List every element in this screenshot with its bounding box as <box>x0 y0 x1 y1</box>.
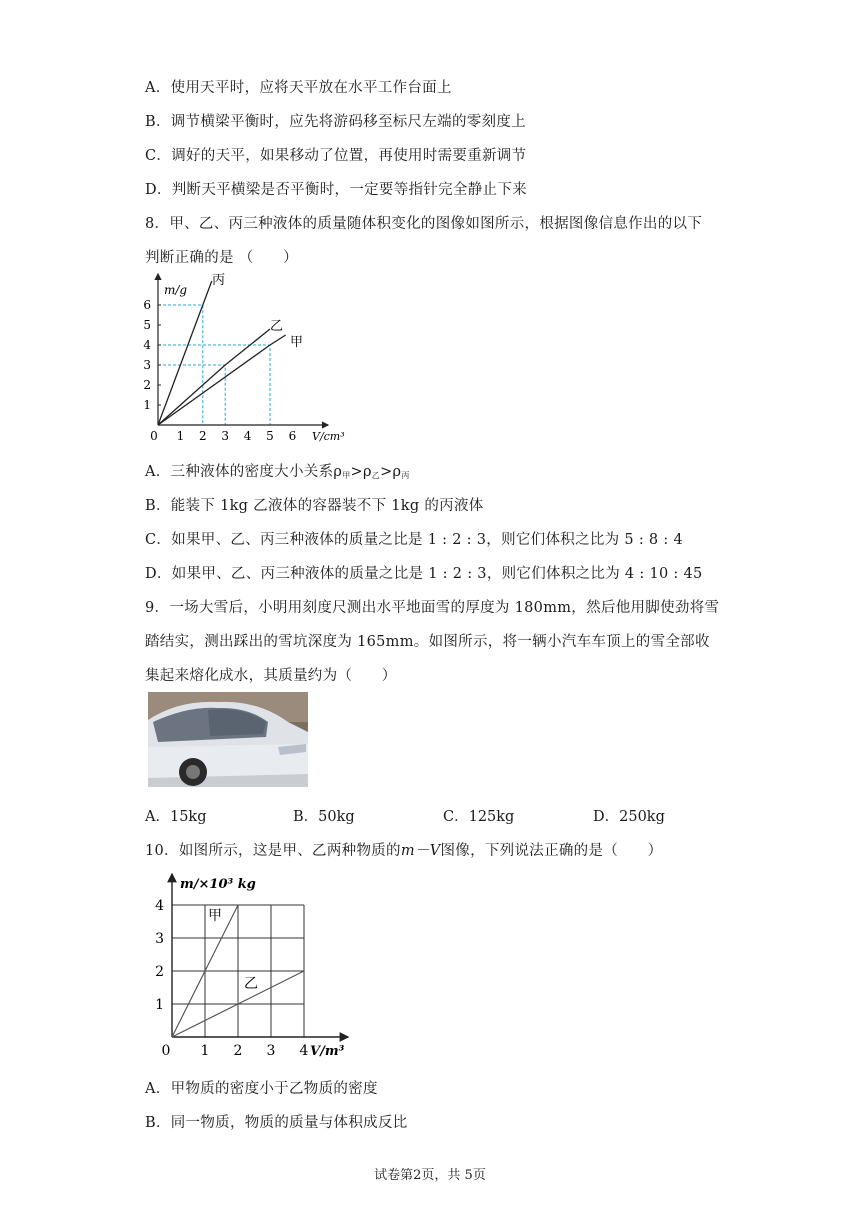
q10-x-tick-label: 3 <box>266 1043 276 1059</box>
q8-chart <box>140 268 345 453</box>
q10-stem: 10．如图所示，这是甲、乙两种物质的m－V图像，下列说法正确的是（ ） <box>145 843 663 859</box>
q8-series-line <box>158 281 212 425</box>
q8-x-axis-label: V/cm³ <box>312 430 345 443</box>
q8-series-line <box>158 335 286 425</box>
q8-y-tick-label: 2 <box>143 378 151 392</box>
q9-option-b: B．50kg <box>293 809 355 825</box>
q8-y-tick-label: 6 <box>143 298 151 312</box>
q8-x-tick-label: 3 <box>221 429 230 443</box>
q10-y-tick-label: 4 <box>155 898 164 914</box>
q10-chart <box>150 868 360 1063</box>
q8-y-tick-label: 1 <box>143 398 151 412</box>
q8-x-tick-label: 2 <box>198 429 207 443</box>
q7-option-a: A．使用天平时，应将天平放在水平工作台面上 <box>145 80 452 96</box>
q9-stem-line3: 集起来熔化成水，其质量约为（ ） <box>145 668 397 684</box>
q9-stem-line2: 踏结实，测出踩出的雪坑深度为 165mm。如图所示，将一辆小汽车车顶上的雪全部收 <box>145 634 710 650</box>
q8-x-tick-label: 1 <box>176 429 185 443</box>
q8-x-tick-label: 5 <box>266 429 274 443</box>
q8-series-line <box>158 329 270 425</box>
q8-stem-line2: 判断正确的是 （ ） <box>145 250 298 266</box>
q10-x-tick-label: 4 <box>299 1043 309 1059</box>
q9-options <box>145 805 765 827</box>
q10-option-b: B．同一物质，物质的质量与体积成反比 <box>145 1115 408 1131</box>
q10-y-tick-label: 1 <box>155 997 164 1013</box>
q8-x-tick-label: 6 <box>288 429 297 443</box>
q10-x-tick-label: 2 <box>233 1043 243 1059</box>
q8-x-tick-label: 4 <box>243 429 252 443</box>
q9-option-c: C．125kg <box>443 809 515 825</box>
q10-series-label-jia: 甲 <box>208 908 222 924</box>
page-footer: 试卷第2页，共 5页 <box>374 1168 486 1183</box>
q10-x-axis-label: V/m³ <box>310 1044 345 1059</box>
q8-option-d: D．如果甲、乙、丙三种液体的质量之比是 1 : 2 : 3，则它们体积之比为 4 : 10 : 45 <box>145 566 703 582</box>
q10-y-tick-label: 2 <box>155 964 164 980</box>
q10-y-axis-label: m/×10³ kg <box>180 877 256 892</box>
q9-option-a: A．15kg <box>145 809 207 825</box>
q7-option-c: C．调好的天平，如果移动了位置，再使用时需要重新调节 <box>145 148 527 164</box>
q8-series-label-yi: 乙 <box>270 319 284 334</box>
q10-y-tick-label: 3 <box>155 931 164 947</box>
q7-option-b: B．调节横梁平衡时，应先将游码移至标尺左端的零刻度上 <box>145 114 526 130</box>
q7-option-d: D．判断天平横梁是否平衡时，一定要等指针完全静止下来 <box>145 182 527 198</box>
q9-stem-line1: 9．一场大雪后，小明用刻度尺测出水平地面雪的厚度为 180mm，然后他用脚使劲将雪 <box>145 600 720 616</box>
q10-option-a: A．甲物质的密度小于乙物质的密度 <box>145 1081 378 1097</box>
q8-series-label-jia: 甲 <box>290 335 304 350</box>
q8-y-axis-label: m/g <box>164 283 188 297</box>
q8-stem-line1: 8．甲、乙、丙三种液体的质量随体积变化的图像如图所示，根据图像信息作出的以下 <box>145 216 703 232</box>
q10-x-tick-label: 0 <box>161 1043 171 1059</box>
q8-x-tick-label: 0 <box>150 429 158 443</box>
q9-option-d: D．250kg <box>593 809 665 825</box>
q8-option-c: C．如果甲、乙、丙三种液体的质量之比是 1 : 2 : 3，则它们体积之比为 5 : 8 : 4 <box>145 532 683 548</box>
q10-series-label-yi: 乙 <box>244 976 258 992</box>
q8-option-b: B．能装下 1kg 乙液体的容器装不下 1kg 的丙液体 <box>145 498 484 514</box>
q8-y-tick-label: 3 <box>143 358 151 372</box>
q8-y-tick-label: 5 <box>143 318 151 332</box>
q8-option-a: A．三种液体的密度大小关系$\rho_甲>\rho_乙>\rho_丙$ <box>145 464 410 480</box>
q10-x-tick-label: 1 <box>200 1043 210 1059</box>
q8-y-tick-label: 4 <box>143 338 151 352</box>
q8-series-label-bing: 丙 <box>212 273 226 288</box>
snow-covered-car-photo <box>148 692 308 787</box>
